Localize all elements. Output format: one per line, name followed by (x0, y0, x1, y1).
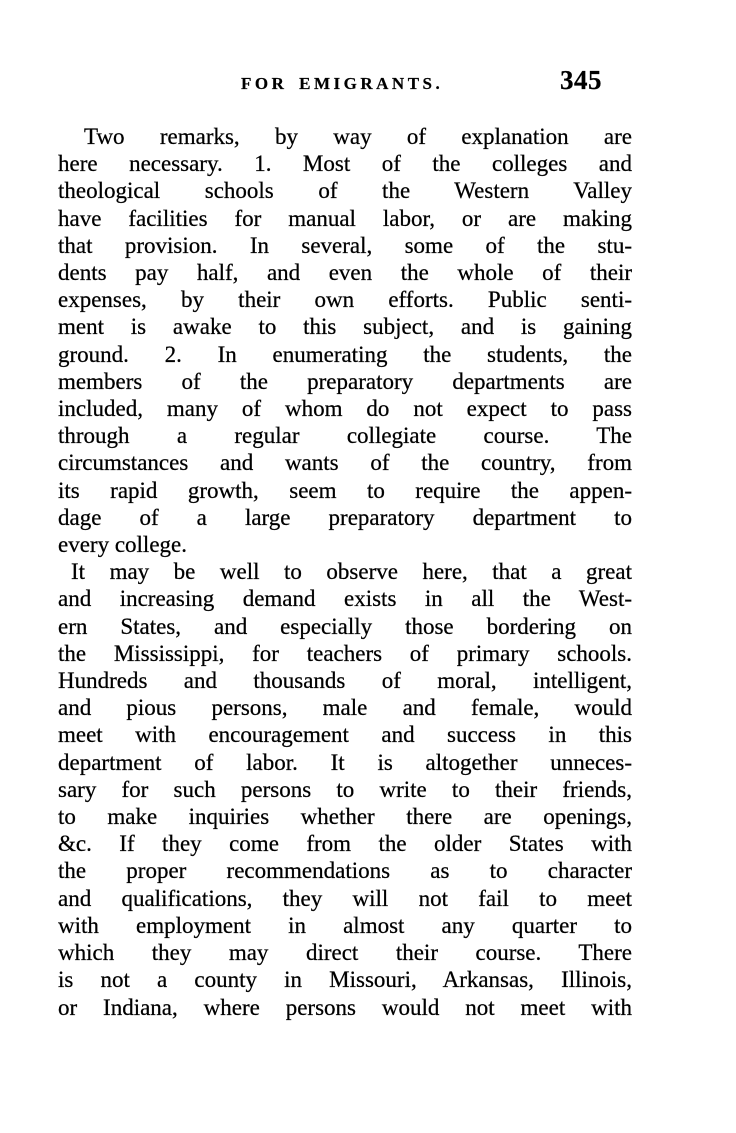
page-number: 345 (560, 65, 602, 95)
text-line: sary for such persons to write to their friends, (58, 776, 632, 802)
text-line: have facilities for manual labor, or are making (58, 205, 632, 231)
text-line: department of labor. It is altogether unneces- (58, 749, 632, 775)
text-line: meet with encouragement and success in this (58, 722, 632, 748)
text-line: expenses, by their own efforts. Public senti- (58, 287, 632, 313)
text-line: dage of a large preparatory department to (58, 504, 632, 530)
text-line: ment is awake to this subject, and is gaining (58, 314, 632, 340)
text-line: members of the preparatory departments are (58, 368, 632, 394)
text-line: Two remarks, by way of explanation are (84, 124, 632, 149)
text-line: that provision. In several, some of the stu- (58, 232, 632, 258)
text-line: with employment in almost any quarter to (58, 912, 632, 938)
text-line: circumstances and wants of the country, from (58, 450, 632, 476)
text-line: &c. If they come from the older States with (58, 831, 632, 857)
text-line: is not a county in Missouri, Arkansas, Illinois, (58, 967, 632, 993)
text-line: which they may direct their course. There (58, 940, 632, 966)
text-line: or Indiana, where persons would not meet with (58, 994, 632, 1020)
page-body (58, 123, 632, 1021)
text-line: through a regular collegiate course. The (58, 423, 632, 449)
text-line: ground. 2. In enumerating the students, the (58, 341, 632, 367)
text-line: It may be well to observe here, that a great (71, 559, 632, 585)
text-line: Hundreds and thousands of moral, intelligent, (58, 668, 632, 694)
text-line: dents pay half, and even the whole of their (58, 260, 632, 286)
text-line: and qualifications, they will not fail to meet (58, 885, 632, 911)
text-line: and pious persons, male and female, would (58, 695, 632, 721)
text-line: the proper recommendations as to character (58, 858, 632, 884)
text-line: its rapid growth, seem to require the appen- (58, 477, 632, 503)
text-line: and increasing demand exists in all the West- (58, 586, 632, 612)
text-line: every college. (58, 532, 187, 558)
text-line: to make inquiries whether there are openings, (58, 804, 632, 830)
text-line: here necessary. 1. Most of the colleges and (58, 151, 632, 177)
running-title: FOR EMIGRANTS. (241, 74, 444, 93)
text-line: ern States, and especially those bordering on (58, 613, 632, 639)
text-line: theological schools of the Western Valley (58, 178, 632, 204)
text-line: included, many of whom do not expect to pass (58, 396, 632, 422)
text-line: the Mississippi, for teachers of primary schools. (58, 640, 632, 666)
